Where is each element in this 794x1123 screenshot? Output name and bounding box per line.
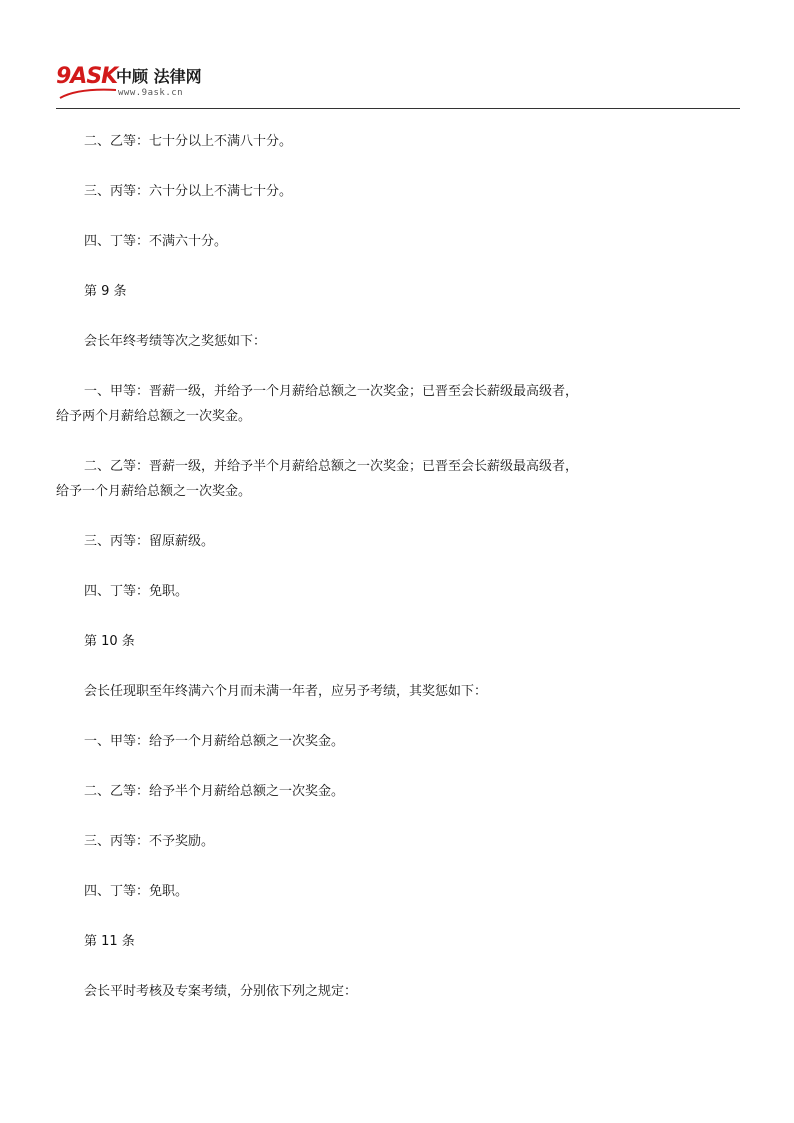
- logo-url-text: www.9ask.cn: [118, 88, 184, 98]
- paragraph-line: 二、乙等：晋薪一级，并给予半个月薪给总额之一次奖金；已晋至会长薪级最高级者，: [84, 459, 579, 474]
- paragraph-line: 一、甲等：给予一个月薪给总额之一次奖金。: [84, 734, 345, 749]
- paragraph-line: 会长年终考绩等次之奖惩如下：: [84, 334, 267, 349]
- site-logo[interactable]: [56, 64, 206, 104]
- logo-brand-text: 9ASK: [56, 64, 118, 89]
- paragraph-line: 会长任现职至年终满六个月而未满一年者，应另予考绩，其奖惩如下：: [84, 684, 488, 699]
- article-heading: 第 9 条: [84, 284, 127, 299]
- paragraph-line: 二、乙等：给予半个月薪给总额之一次奖金。: [84, 784, 345, 799]
- paragraph-line: 四、丁等：免职。: [84, 584, 189, 599]
- paragraph-line: 给予两个月薪给总额之一次奖金。: [56, 409, 252, 424]
- paragraph-line: 四、丁等：免职。: [84, 884, 189, 899]
- paragraph-line: 二、乙等：七十分以上不满八十分。: [84, 134, 293, 149]
- paragraph-line: 三、丙等：留原薪级。: [84, 534, 215, 549]
- paragraph-line: 会长平时考核及专案考绩，分别依下列之规定：: [84, 984, 358, 999]
- logo-mark: [56, 64, 206, 104]
- paragraph-line: 一、甲等：晋薪一级，并给予一个月薪给总额之一次奖金；已晋至会长薪级最高级者，: [84, 384, 579, 399]
- paragraph-line: 三、丙等：六十分以上不满七十分。: [84, 184, 293, 199]
- page-header: [56, 64, 740, 108]
- logo-swoosh-icon: [58, 86, 118, 100]
- paragraph-line: 三、丙等：不予奖励。: [84, 834, 215, 849]
- article-heading: 第 11 条: [84, 934, 135, 949]
- header-divider: [56, 108, 740, 109]
- logo-name-text: 中顾 法律网: [116, 67, 202, 86]
- article-heading: 第 10 条: [84, 634, 135, 649]
- paragraph-line: 给予一个月薪给总额之一次奖金。: [56, 484, 252, 499]
- paragraph-line: 四、丁等：不满六十分。: [84, 234, 228, 249]
